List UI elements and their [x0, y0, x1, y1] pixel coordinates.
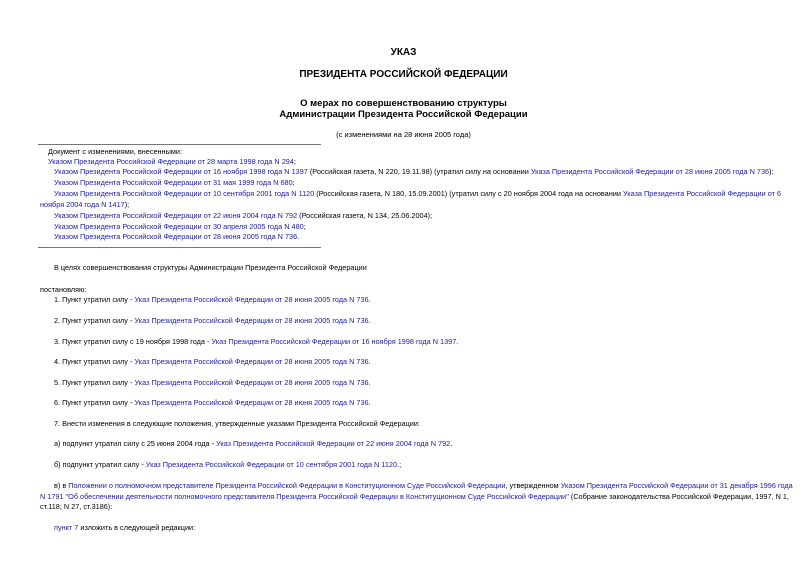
- decree-link[interactable]: Указом Президента Российской Федерации от 31 декабря 1996 года N 1791 "Об обеспечении деятельности полномочного представителя Президента Российской Федерации в Конституционном Суде Российской Федерации": [40, 481, 793, 501]
- amendment-item: Указом Президента Российской Федерации от 22 июня 2004 года N 792 (Российская газета, N 134, 25.06.2004);: [54, 211, 433, 220]
- amendment-date-note: (с изменениями на 28 июня 2005 года): [336, 130, 471, 139]
- amendment-link[interactable]: Указом Президента Российской Федерации от 22 июня 2004 года N 792: [54, 211, 298, 220]
- amendment-link[interactable]: Указом Президента Российской Федерации от 31 мая 1999 года N 680: [54, 178, 293, 187]
- doc-title-line1: О мерах по совершенствованию структуры: [300, 98, 507, 109]
- paragraph-1: 1. Пункт утратил силу - Указ Президента Российской Федерации от 28 июня 2005 года N 736.: [54, 295, 371, 304]
- repeal-link[interactable]: Указ Президента Российской Федерации от 28 июня 2005 года N 736: [134, 398, 369, 407]
- amendment-item: Указом Президента Российской Федерации от 10 сентября 2001 года N 1120 (Российская газета, N 180, 15.09.2001) (утратил силу с 20 ноября 2004 года на основании Указа Президента Российской Федерации от 6 ноября 2004 года N 1417);: [40, 189, 782, 209]
- amendment-item: Указом Президента Российской Федерации от 30 апреля 2005 года N 480;: [54, 222, 306, 231]
- repeal-link[interactable]: Указ Президента Российской Федерации от 28 июня 2005 года N 736: [134, 316, 369, 325]
- divider-bottom: [38, 247, 321, 248]
- amendment-item: Указом Президента Российской Федерации от 28 июня 2005 года N 736.: [54, 232, 300, 241]
- amendment-item: Указом Президента Российской Федерации от 28 марта 1998 года N 294;: [48, 157, 296, 166]
- preamble: В целях совершенствования структуры Администрации Президента Российской Федерации: [54, 263, 367, 272]
- amendment-link[interactable]: Указом Президента Российской Федерации от 30 апреля 2005 года N 480: [54, 222, 304, 231]
- amendment-link[interactable]: Указом Президента Российской Федерации от 28 июня 2005 года N 736: [54, 232, 298, 241]
- repeal-link[interactable]: Указа Президента Российской Федерации от 28 июня 2005 года N 736: [530, 167, 770, 176]
- decree-word: постановляю:: [40, 285, 87, 294]
- doc-type-heading: УКАЗ: [390, 47, 417, 58]
- amendment-link[interactable]: Указом Президента Российской Федерации от 16 ноября 1998 года N 1397: [54, 167, 308, 176]
- subparagraph-a: а) подпункт утратил силу с 25 июня 2004 года - Указ Президента Российской Федерации от 22 июня 2004 года N 792.: [54, 439, 453, 448]
- paragraph-6: 6. Пункт утратил силу - Указ Президента Российской Федерации от 28 июня 2005 года N 736.: [54, 398, 371, 407]
- repeal-link[interactable]: Указ Президента Российской Федерации от 28 июня 2005 года N 736: [134, 378, 369, 387]
- paragraph-7: 7. Внести изменения в следующие положения, утвержденные указами Президента Российской Федерации:: [54, 419, 420, 428]
- doc-title-line2: Администрации Президента Российской Федерации: [279, 109, 528, 120]
- amendments-intro: Документ с изменениями, внесенными:: [48, 147, 182, 156]
- paragraph-final: пункт 7 изложить в следующей редакции:: [54, 523, 196, 532]
- clause-link[interactable]: пункт 7: [54, 523, 79, 532]
- amendment-link[interactable]: Указом Президента Российской Федерации от 10 сентября 2001 года N 1120: [54, 189, 315, 198]
- paragraph-4: 4. Пункт утратил силу - Указ Президента Российской Федерации от 28 июня 2005 года N 736.: [54, 357, 371, 366]
- amendment-item: Указом Президента Российской Федерации от 31 мая 1999 года N 680;: [54, 178, 295, 187]
- repeal-link[interactable]: Указ Президента Российской Федерации от 10 сентября 2001 года N 1120: [145, 460, 398, 469]
- repeal-link[interactable]: Указа Президента Российской Федерации от 6 ноября 2004 года N 1417: [40, 189, 782, 209]
- subparagraph-v: в) в Положении о полномочном представителе Президента Российской Федерации в Конституционном Суде Российской Федерации, утвержденном Указом Президента Российской Федерации от 31 декабря 1996 года N 1791 "Об обеспечении деятельности полномочного представителя Президента Российской Федерации в Конституционном Суде Российской Федерации" (Собрание законодательства Российской Федерации, 1997, N 1, ст.118; N 27, ст.3186):: [40, 481, 793, 511]
- amendment-item: Указом Президента Российской Федерации от 16 ноября 1998 года N 1397 (Российская газета, N 220, 19.11.98) (утратил силу на основании Указа Президента Российской Федерации от 28 июня 2005 года N 736);: [54, 167, 774, 176]
- paragraph-5: 5. Пункт утратил силу - Указ Президента Российской Федерации от 28 июня 2005 года N 736.: [54, 378, 371, 387]
- paragraph-2: 2. Пункт утратил силу - Указ Президента Российской Федерации от 28 июня 2005 года N 736.: [54, 316, 371, 325]
- issuer-heading: ПРЕЗИДЕНТА РОССИЙСКОЙ ФЕДЕРАЦИИ: [299, 69, 508, 80]
- divider-top: [38, 144, 321, 145]
- repeal-link[interactable]: Указ Президента Российской Федерации от 28 июня 2005 года N 736: [134, 357, 369, 366]
- repeal-link[interactable]: Указ Президента Российской Федерации от 16 ноября 1998 года N 1397: [211, 337, 457, 346]
- regulation-link[interactable]: Положении о полномочном представителе Президента Российской Федерации в Конституционном Суде Российской Федерации: [68, 481, 506, 490]
- subparagraph-b: б) подпункт утратил силу - Указ Президента Российской Федерации от 10 сентября 2001 года N 1120.;: [54, 460, 402, 469]
- repeal-link[interactable]: Указ Президента Российской Федерации от 22 июня 2004 года N 792: [216, 439, 451, 448]
- paragraph-3: 3. Пункт утратил силу с 19 ноября 1998 года - Указ Президента Российской Федерации от 16 ноября 1998 года N 1397.: [54, 337, 459, 346]
- amendment-link[interactable]: Указом Президента Российской Федерации от 28 марта 1998 года N 294: [48, 157, 294, 166]
- repeal-link[interactable]: Указ Президента Российской Федерации от 28 июня 2005 года N 736: [134, 295, 369, 304]
